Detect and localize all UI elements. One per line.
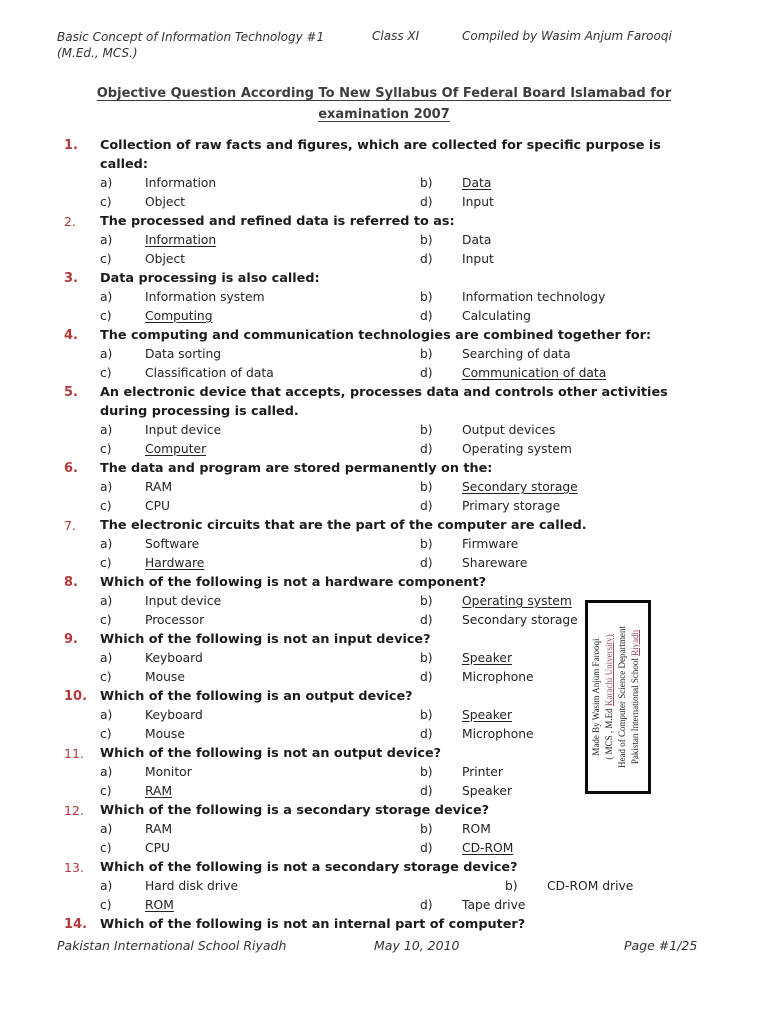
option <box>420 288 768 307</box>
question-block <box>0 269 768 326</box>
option-row <box>100 250 768 269</box>
option <box>420 250 768 269</box>
question-block <box>0 516 768 573</box>
stamp-line: Pakistan International School Riyadh <box>630 629 640 765</box>
option-text: Classification of data <box>145 366 274 380</box>
question-block <box>0 383 768 459</box>
option <box>420 535 768 554</box>
option-letter: c) <box>100 556 112 570</box>
option <box>100 307 420 326</box>
option <box>100 649 420 668</box>
stamp-line: Head of Computer Science Department <box>617 626 627 768</box>
option-text: Communication of data <box>462 366 607 380</box>
option <box>420 877 768 896</box>
option-text: Monitor <box>145 765 192 779</box>
header-course-title <box>57 29 367 61</box>
option-row <box>100 839 768 858</box>
option-text: Secondary storage <box>462 480 578 494</box>
option-letter: a) <box>100 233 113 247</box>
option-text: RAM <box>145 822 173 836</box>
option-row <box>100 364 768 383</box>
question-block <box>0 744 768 801</box>
question-text: Which of the following is a secondary storage device? <box>100 803 490 818</box>
option-letter: b) <box>420 822 433 836</box>
option-letter: a) <box>100 822 113 836</box>
option <box>420 231 768 250</box>
option-letter: b) <box>505 879 518 893</box>
option <box>100 421 420 440</box>
option-text: Input device <box>145 594 222 608</box>
option <box>100 706 420 725</box>
option <box>100 877 420 896</box>
option-text: Input <box>462 195 494 209</box>
option-letter: d) <box>420 613 433 627</box>
option-text: Software <box>145 537 200 551</box>
option-letter: c) <box>100 727 112 741</box>
option-text: Output devices <box>462 423 556 437</box>
option-row <box>100 231 768 250</box>
option-letter: d) <box>420 898 433 912</box>
option-row <box>100 288 768 307</box>
question-block <box>0 573 768 630</box>
option-letter: a) <box>100 537 113 551</box>
option-row <box>100 535 768 554</box>
option-text: RAM <box>145 480 173 494</box>
option-text: Hardware <box>145 556 205 570</box>
option-text: CD-ROM drive <box>547 879 634 893</box>
option-letter: a) <box>100 480 113 494</box>
option <box>100 554 420 573</box>
option-text: Speaker <box>462 708 513 722</box>
question-block <box>0 858 768 915</box>
question-text: The processed and refined data is referred to as: <box>100 214 455 229</box>
option-letter: a) <box>100 423 113 437</box>
option-text: Data <box>462 233 492 247</box>
question-block <box>0 136 768 212</box>
option-letter: c) <box>100 670 112 684</box>
option-letter: a) <box>100 347 113 361</box>
option <box>100 896 420 915</box>
option <box>420 421 768 440</box>
question-number: 14. <box>64 917 88 932</box>
option-row <box>100 668 768 687</box>
option-row <box>100 725 768 744</box>
option-text: Tape drive <box>462 898 526 912</box>
option-letter: d) <box>420 670 433 684</box>
question-number: 5. <box>64 385 78 400</box>
option <box>100 820 420 839</box>
option <box>100 668 420 687</box>
question-block <box>0 212 768 269</box>
question-text: Which of the following is not an output device? <box>100 746 442 761</box>
option-row <box>100 611 768 630</box>
page-title-line1: Objective Question According To New Syllabus Of Federal Board Islamabad for <box>96 86 672 101</box>
question-text: The electronic circuits that are the part of the computer are called. <box>100 518 587 533</box>
option-row <box>100 478 768 497</box>
question-number: 6. <box>64 461 78 476</box>
header-course-line2: (M.Ed., MCS.) <box>57 46 138 60</box>
option-text: Microphone <box>462 727 534 741</box>
option-letter: d) <box>420 556 433 570</box>
header-class-label: Class XI <box>372 29 420 43</box>
question-number: 1. <box>64 138 78 153</box>
option-text: CPU <box>145 841 171 855</box>
question-number: 8. <box>64 575 78 590</box>
option-letter: c) <box>100 309 112 323</box>
stamp-line: ( MCS , M.Ed Karachi University) <box>604 634 614 760</box>
question-number: 11. <box>64 746 84 761</box>
question-number: 7. <box>64 518 76 533</box>
option <box>420 478 768 497</box>
option-text: Information <box>145 176 217 190</box>
question-number: 10. <box>64 689 88 704</box>
option-text: Firmware <box>462 537 519 551</box>
option-letter: c) <box>100 442 112 456</box>
option-text: Computing <box>145 309 213 323</box>
option-text: Computer <box>145 442 207 456</box>
question-number: 13. <box>64 860 84 875</box>
option <box>100 592 420 611</box>
option-letter: b) <box>420 480 433 494</box>
option-row <box>100 592 768 611</box>
option-letter: c) <box>100 195 112 209</box>
footer-page-number: Page #1/25 <box>624 938 698 953</box>
option-row <box>100 193 768 212</box>
option-letter: c) <box>100 613 112 627</box>
option-row <box>100 174 768 193</box>
option <box>100 364 420 383</box>
option-row <box>100 782 768 801</box>
option-letter: b) <box>420 290 433 304</box>
question-text: Which of the following is not a secondary storage device? <box>100 860 518 875</box>
option-text: Mouse <box>145 727 185 741</box>
question-text: The data and program are stored permanently on the: <box>100 461 493 476</box>
option-letter: c) <box>100 252 112 266</box>
option-row <box>100 649 768 668</box>
option-letter: c) <box>100 499 112 513</box>
option-row <box>100 345 768 364</box>
question-number: 2. <box>64 214 76 229</box>
option-text: Speaker <box>462 651 513 665</box>
option-text: Shareware <box>462 556 528 570</box>
option <box>420 440 768 459</box>
option-text: Printer <box>462 765 503 779</box>
option-row <box>100 440 768 459</box>
option-text: CPU <box>145 499 171 513</box>
option <box>420 820 768 839</box>
option <box>100 231 420 250</box>
option-letter: d) <box>420 784 433 798</box>
option <box>420 896 768 915</box>
question-text: Which of the following is not an internal part of computer? <box>100 917 526 932</box>
option-text: ROM <box>462 822 491 836</box>
option-letter: d) <box>420 442 433 456</box>
option-letter: c) <box>100 366 112 380</box>
option-text: Object <box>145 252 186 266</box>
option-letter: d) <box>420 366 433 380</box>
option-text: ROM <box>145 898 174 912</box>
question-block <box>0 915 768 934</box>
option <box>100 763 420 782</box>
option-row <box>100 706 768 725</box>
question-block <box>0 459 768 516</box>
question-block <box>0 630 768 687</box>
option-letter: b) <box>420 423 433 437</box>
option-letter: a) <box>100 765 113 779</box>
option-text: Keyboard <box>145 708 203 722</box>
option <box>420 554 768 573</box>
question-number: 9. <box>64 632 78 647</box>
option-letter: d) <box>420 727 433 741</box>
option-letter: d) <box>420 252 433 266</box>
option <box>100 250 420 269</box>
option-row <box>100 896 768 915</box>
option-text: Keyboard <box>145 651 203 665</box>
header-compiled-by: Compiled by Wasim Anjum Farooqi <box>462 29 672 43</box>
document-header <box>0 29 768 73</box>
option-row <box>100 554 768 573</box>
option-text: Object <box>145 195 186 209</box>
option <box>100 839 420 858</box>
option-row <box>100 307 768 326</box>
question-number: 4. <box>64 328 78 343</box>
option <box>420 497 768 516</box>
page-title-line2: examination 2007 <box>318 107 450 122</box>
option <box>100 782 420 801</box>
option-letter: c) <box>100 898 112 912</box>
option <box>100 174 420 193</box>
option <box>420 193 768 212</box>
option <box>100 611 420 630</box>
option-text: Microphone <box>462 670 534 684</box>
header-course-line1: Basic Concept of Information Technology #1 <box>57 30 325 44</box>
option-letter: d) <box>420 309 433 323</box>
option <box>420 345 768 364</box>
option-row <box>100 497 768 516</box>
option <box>100 193 420 212</box>
question-text: Which of the following is not an input device? <box>100 632 431 647</box>
option-text: Secondary storage <box>462 613 578 627</box>
option-text: Information <box>145 233 217 247</box>
option-letter: b) <box>420 651 433 665</box>
option-text: CD-ROM <box>462 841 514 855</box>
option <box>100 440 420 459</box>
option-letter: a) <box>100 879 113 893</box>
question-block <box>0 687 768 744</box>
stamp-riyadh-link: Riyadh <box>630 629 640 656</box>
author-stamp-box <box>585 600 651 794</box>
option-text: Hard disk drive <box>145 879 239 893</box>
option-letter: a) <box>100 176 113 190</box>
option <box>420 307 768 326</box>
option-row <box>100 877 768 896</box>
option <box>100 478 420 497</box>
option-letter: a) <box>100 651 113 665</box>
option-letter: b) <box>420 176 433 190</box>
option-text: Calculating <box>462 309 531 323</box>
option-text: Data sorting <box>145 347 222 361</box>
option <box>100 497 420 516</box>
option-text: Input <box>462 252 494 266</box>
option-text: Mouse <box>145 670 185 684</box>
option <box>420 364 768 383</box>
question-text: Collection of raw facts and figures, which are collected for specific purpose is called: <box>100 138 661 172</box>
option-text: RAM <box>145 784 173 798</box>
option-text: Speaker <box>462 784 513 798</box>
question-number: 3. <box>64 271 78 286</box>
option-letter: c) <box>100 841 112 855</box>
option-text: Operating system <box>462 594 572 608</box>
option-letter: a) <box>100 594 113 608</box>
option-letter: c) <box>100 784 112 798</box>
option <box>100 725 420 744</box>
option-text: Operating system <box>462 442 572 456</box>
option-letter: d) <box>420 499 433 513</box>
option-letter: a) <box>100 708 113 722</box>
option <box>100 535 420 554</box>
question-text: Which of the following is not a hardware component? <box>100 575 487 590</box>
option-letter: b) <box>420 347 433 361</box>
option-row <box>100 763 768 782</box>
question-text: The computing and communication technologies are combined together for: <box>100 328 652 343</box>
option-text: Data <box>462 176 492 190</box>
footer-date: May 10, 2010 <box>374 938 460 953</box>
option-text: Information technology <box>462 290 606 304</box>
question-text: Data processing is also called: <box>100 271 320 286</box>
stamp-line: Made By Wasim Anjum Farooqi <box>591 638 601 756</box>
question-text: Which of the following is an output device? <box>100 689 413 704</box>
option-letter: d) <box>420 195 433 209</box>
option-letter: b) <box>420 537 433 551</box>
option <box>420 174 768 193</box>
option-text: Information system <box>145 290 265 304</box>
question-list <box>0 136 768 934</box>
author-stamp-text <box>590 602 646 792</box>
question-block <box>0 326 768 383</box>
option <box>100 288 420 307</box>
option-letter: b) <box>420 708 433 722</box>
option-letter: a) <box>100 290 113 304</box>
question-number: 12. <box>64 803 84 818</box>
option-row <box>100 421 768 440</box>
question-block <box>0 801 768 858</box>
option-letter: d) <box>420 841 433 855</box>
question-text: An electronic device that accepts, processes data and controls other activities during processing is called. <box>100 385 668 419</box>
option-text: Primary storage <box>462 499 561 513</box>
page-title <box>0 83 768 125</box>
option-row <box>100 820 768 839</box>
option-letter: b) <box>420 765 433 779</box>
footer-school: Pakistan International School Riyadh <box>57 938 287 953</box>
option <box>420 839 768 858</box>
option-letter: b) <box>420 233 433 247</box>
option-text: Input device <box>145 423 222 437</box>
stamp-university-link: Karachi University) <box>604 634 614 707</box>
option-text: Searching of data <box>462 347 571 361</box>
option-letter: b) <box>420 594 433 608</box>
option-text: Processor <box>145 613 205 627</box>
option <box>100 345 420 364</box>
